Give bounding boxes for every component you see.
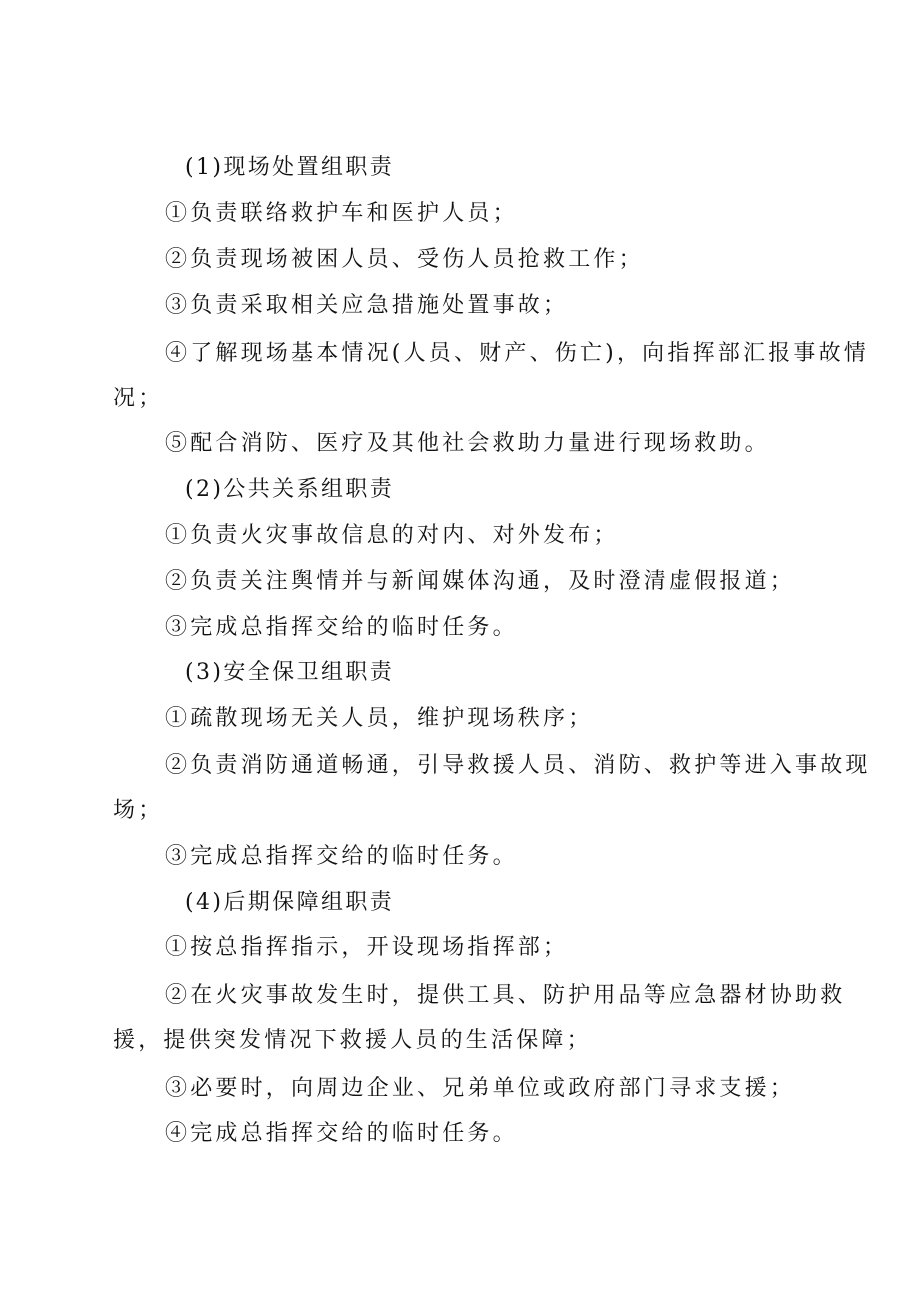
section-heading: (2)公共关系组职责 — [185, 477, 395, 502]
list-item: ④完成总指挥交给的临时任务。 — [165, 1121, 518, 1146]
list-item: ④了解现场基本情况(人员、财产、伤亡)，向指挥部汇报事故情 — [165, 341, 869, 366]
list-item: ②负责消防通道畅通，引导救援人员、消防、救护等进入事故现 — [165, 753, 871, 778]
list-item: ②负责现场被困人员、受伤人员抢救工作； — [165, 247, 644, 272]
list-item: ①负责联络救护车和医护人员； — [165, 201, 518, 226]
list-item: ③负责采取相关应急措施处置事故； — [165, 293, 569, 318]
list-item: ①按总指挥指示，开设现场指挥部； — [165, 935, 569, 960]
list-item: ③必要时，向周边企业、兄弟单位或政府部门寻求支援； — [165, 1076, 796, 1101]
section-heading: (4)后期保障组职责 — [185, 890, 395, 915]
list-item-continuation: 场； — [113, 798, 164, 823]
list-item: ②负责关注舆情并与新闻媒体沟通，及时澄清虚假报道； — [165, 569, 796, 594]
list-item: ②在火灾事故发生时，提供工具、防护用品等应急器材协助救 — [165, 983, 846, 1008]
list-item-continuation: 况； — [113, 386, 164, 411]
list-item: ①负责火灾事故信息的对内、对外发布； — [165, 523, 619, 548]
list-item-continuation: 援，提供突发情况下救援人员的生活保障； — [113, 1028, 592, 1053]
list-item: ⑤配合消防、医疗及其他社会救助力量进行现场救助。 — [165, 431, 770, 456]
section-heading: (1)现场处置组职责 — [185, 155, 395, 180]
list-item: ③完成总指挥交给的临时任务。 — [165, 844, 518, 869]
list-item: ③完成总指挥交给的临时任务。 — [165, 615, 518, 640]
section-heading: (3)安全保卫组职责 — [185, 660, 395, 685]
list-item: ①疏散现场无关人员，维护现场秩序； — [165, 706, 594, 731]
